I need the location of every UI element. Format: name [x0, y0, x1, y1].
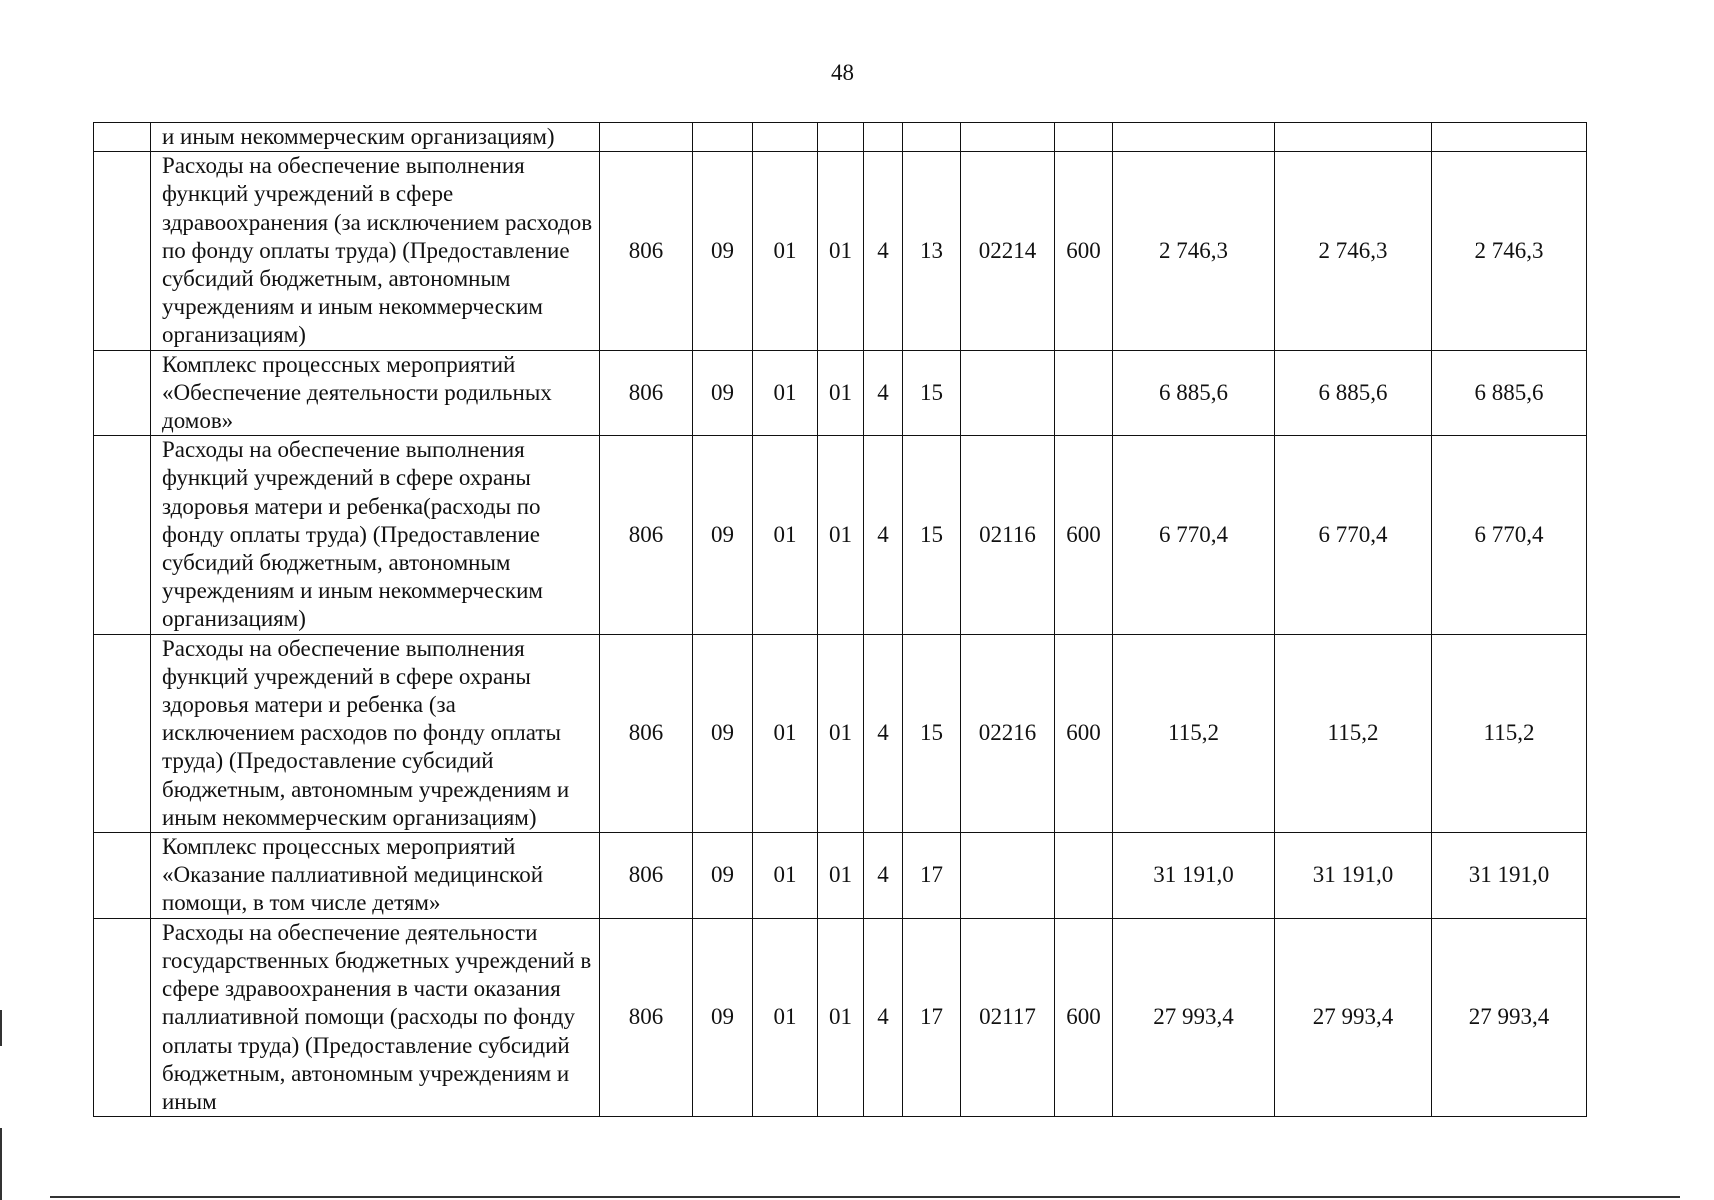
section-code-cell: 09	[693, 634, 753, 832]
section-code-cell: 09	[693, 918, 753, 1116]
direction-code-cell: 02117	[961, 918, 1055, 1116]
program-type-code-cell	[864, 123, 903, 152]
table-row	[94, 833, 1587, 919]
section-code-cell: 09	[693, 152, 753, 350]
program-type-code-cell: 4	[864, 152, 903, 350]
description-cell: и иным некоммерческим организациям)	[151, 123, 600, 152]
ministry-code-cell: 806	[600, 918, 693, 1116]
direction-code-cell: 02216	[961, 634, 1055, 832]
row-number-cell	[94, 350, 151, 436]
page-bottom-rule	[50, 1196, 1680, 1198]
section-code-cell: 09	[693, 833, 753, 919]
table-row	[94, 918, 1587, 1116]
program-code-cell	[818, 123, 864, 152]
table-row	[94, 436, 1587, 634]
expense-type-cell: 600	[1055, 436, 1113, 634]
row-number-cell	[94, 123, 151, 152]
complex-code-cell: 17	[903, 833, 961, 919]
direction-code-cell: 02116	[961, 436, 1055, 634]
amount-cell-year-2: 31 191,0	[1275, 833, 1432, 919]
description-cell: Расходы на обеспечение деятельности государственных бюджетных учреждений в сфере здравоохранения в части оказания паллиативной помощи (расходы по фонду оплаты труда) (Предоставление субсидий бюджетным, автономным учреждениям и иным	[151, 918, 600, 1116]
subsection-code-cell: 01	[753, 436, 818, 634]
amount-cell-year-2: 6 885,6	[1275, 350, 1432, 436]
amount-cell-year-3: 115,2	[1432, 634, 1587, 832]
program-type-code-cell: 4	[864, 634, 903, 832]
subsection-code-cell: 01	[753, 350, 818, 436]
amount-cell-year-1: 115,2	[1113, 634, 1275, 832]
amount-cell-year-3	[1432, 123, 1587, 152]
amount-cell-year-2: 2 746,3	[1275, 152, 1432, 350]
description-cell: Комплекс процессных мероприятий «Обеспечение деятельности родильных домов»	[151, 350, 600, 436]
program-code-cell: 01	[818, 918, 864, 1116]
subsection-code-cell: 01	[753, 833, 818, 919]
description-cell: Расходы на обеспечение выполнения функций учреждений в сфере охраны здоровья матери и ребенка (за исключением расходов по фонду оплаты труда) (Предоставление субсидий бюджетным, автономным учреждениям и иным некоммерческим организациям)	[151, 634, 600, 832]
amount-cell-year-1: 27 993,4	[1113, 918, 1275, 1116]
program-type-code-cell: 4	[864, 436, 903, 634]
complex-code-cell: 13	[903, 152, 961, 350]
amount-cell-year-3: 6 770,4	[1432, 436, 1587, 634]
complex-code-cell: 15	[903, 436, 961, 634]
amount-cell-year-2: 6 770,4	[1275, 436, 1432, 634]
table-row	[94, 350, 1587, 436]
amount-cell-year-3: 31 191,0	[1432, 833, 1587, 919]
expense-type-cell	[1055, 350, 1113, 436]
expense-type-cell: 600	[1055, 918, 1113, 1116]
subsection-code-cell	[753, 123, 818, 152]
complex-code-cell: 15	[903, 350, 961, 436]
subsection-code-cell: 01	[753, 634, 818, 832]
section-code-cell: 09	[693, 436, 753, 634]
page-number: 48	[831, 60, 854, 85]
row-number-cell	[94, 918, 151, 1116]
expense-type-cell: 600	[1055, 152, 1113, 350]
amount-cell-year-1: 31 191,0	[1113, 833, 1275, 919]
program-type-code-cell: 4	[864, 833, 903, 919]
expense-type-cell: 600	[1055, 634, 1113, 832]
direction-code-cell	[961, 833, 1055, 919]
ministry-code-cell: 806	[600, 436, 693, 634]
margin-mark	[0, 1128, 2, 1200]
amount-cell-year-1: 2 746,3	[1113, 152, 1275, 350]
row-number-cell	[94, 152, 151, 350]
row-number-cell	[94, 833, 151, 919]
margin-mark	[0, 1010, 2, 1046]
program-code-cell: 01	[818, 833, 864, 919]
expense-type-cell	[1055, 833, 1113, 919]
program-type-code-cell: 4	[864, 918, 903, 1116]
expense-type-cell	[1055, 123, 1113, 152]
direction-code-cell	[961, 123, 1055, 152]
row-number-cell	[94, 634, 151, 832]
program-type-code-cell: 4	[864, 350, 903, 436]
program-code-cell: 01	[818, 152, 864, 350]
amount-cell-year-3: 27 993,4	[1432, 918, 1587, 1116]
table-row	[94, 123, 1587, 152]
amount-cell-year-3: 2 746,3	[1432, 152, 1587, 350]
amount-cell-year-1	[1113, 123, 1275, 152]
section-code-cell	[693, 123, 753, 152]
complex-code-cell: 15	[903, 634, 961, 832]
amount-cell-year-3: 6 885,6	[1432, 350, 1587, 436]
table-row	[94, 634, 1587, 832]
direction-code-cell	[961, 350, 1055, 436]
ministry-code-cell: 806	[600, 152, 693, 350]
amount-cell-year-2: 115,2	[1275, 634, 1432, 832]
program-code-cell: 01	[818, 634, 864, 832]
subsection-code-cell: 01	[753, 918, 818, 1116]
ministry-code-cell	[600, 123, 693, 152]
row-number-cell	[94, 436, 151, 634]
ministry-code-cell: 806	[600, 833, 693, 919]
amount-cell-year-1: 6 770,4	[1113, 436, 1275, 634]
complex-code-cell	[903, 123, 961, 152]
table-row	[94, 152, 1587, 350]
complex-code-cell: 17	[903, 918, 961, 1116]
description-cell: Расходы на обеспечение выполнения функций учреждений в сфере охраны здоровья матери и ребенка(расходы по фонду оплаты труда) (Предоставление субсидий бюджетным, автономным учреждениям и иным некоммерческим организациям)	[151, 436, 600, 634]
direction-code-cell: 02214	[961, 152, 1055, 350]
subsection-code-cell: 01	[753, 152, 818, 350]
amount-cell-year-2: 27 993,4	[1275, 918, 1432, 1116]
section-code-cell: 09	[693, 350, 753, 436]
ministry-code-cell: 806	[600, 634, 693, 832]
description-cell: Расходы на обеспечение выполнения функций учреждений в сфере здравоохранения (за исключением расходов по фонду оплаты труда) (Предоставление субсидий бюджетным, автономным учреждениям и иным некоммерческим организациям)	[151, 152, 600, 350]
budget-table	[93, 122, 1587, 1117]
ministry-code-cell: 806	[600, 350, 693, 436]
program-code-cell: 01	[818, 350, 864, 436]
amount-cell-year-2	[1275, 123, 1432, 152]
program-code-cell: 01	[818, 436, 864, 634]
description-cell: Комплекс процессных мероприятий «Оказание паллиативной медицинской помощи, в том числе детям»	[151, 833, 600, 919]
amount-cell-year-1: 6 885,6	[1113, 350, 1275, 436]
